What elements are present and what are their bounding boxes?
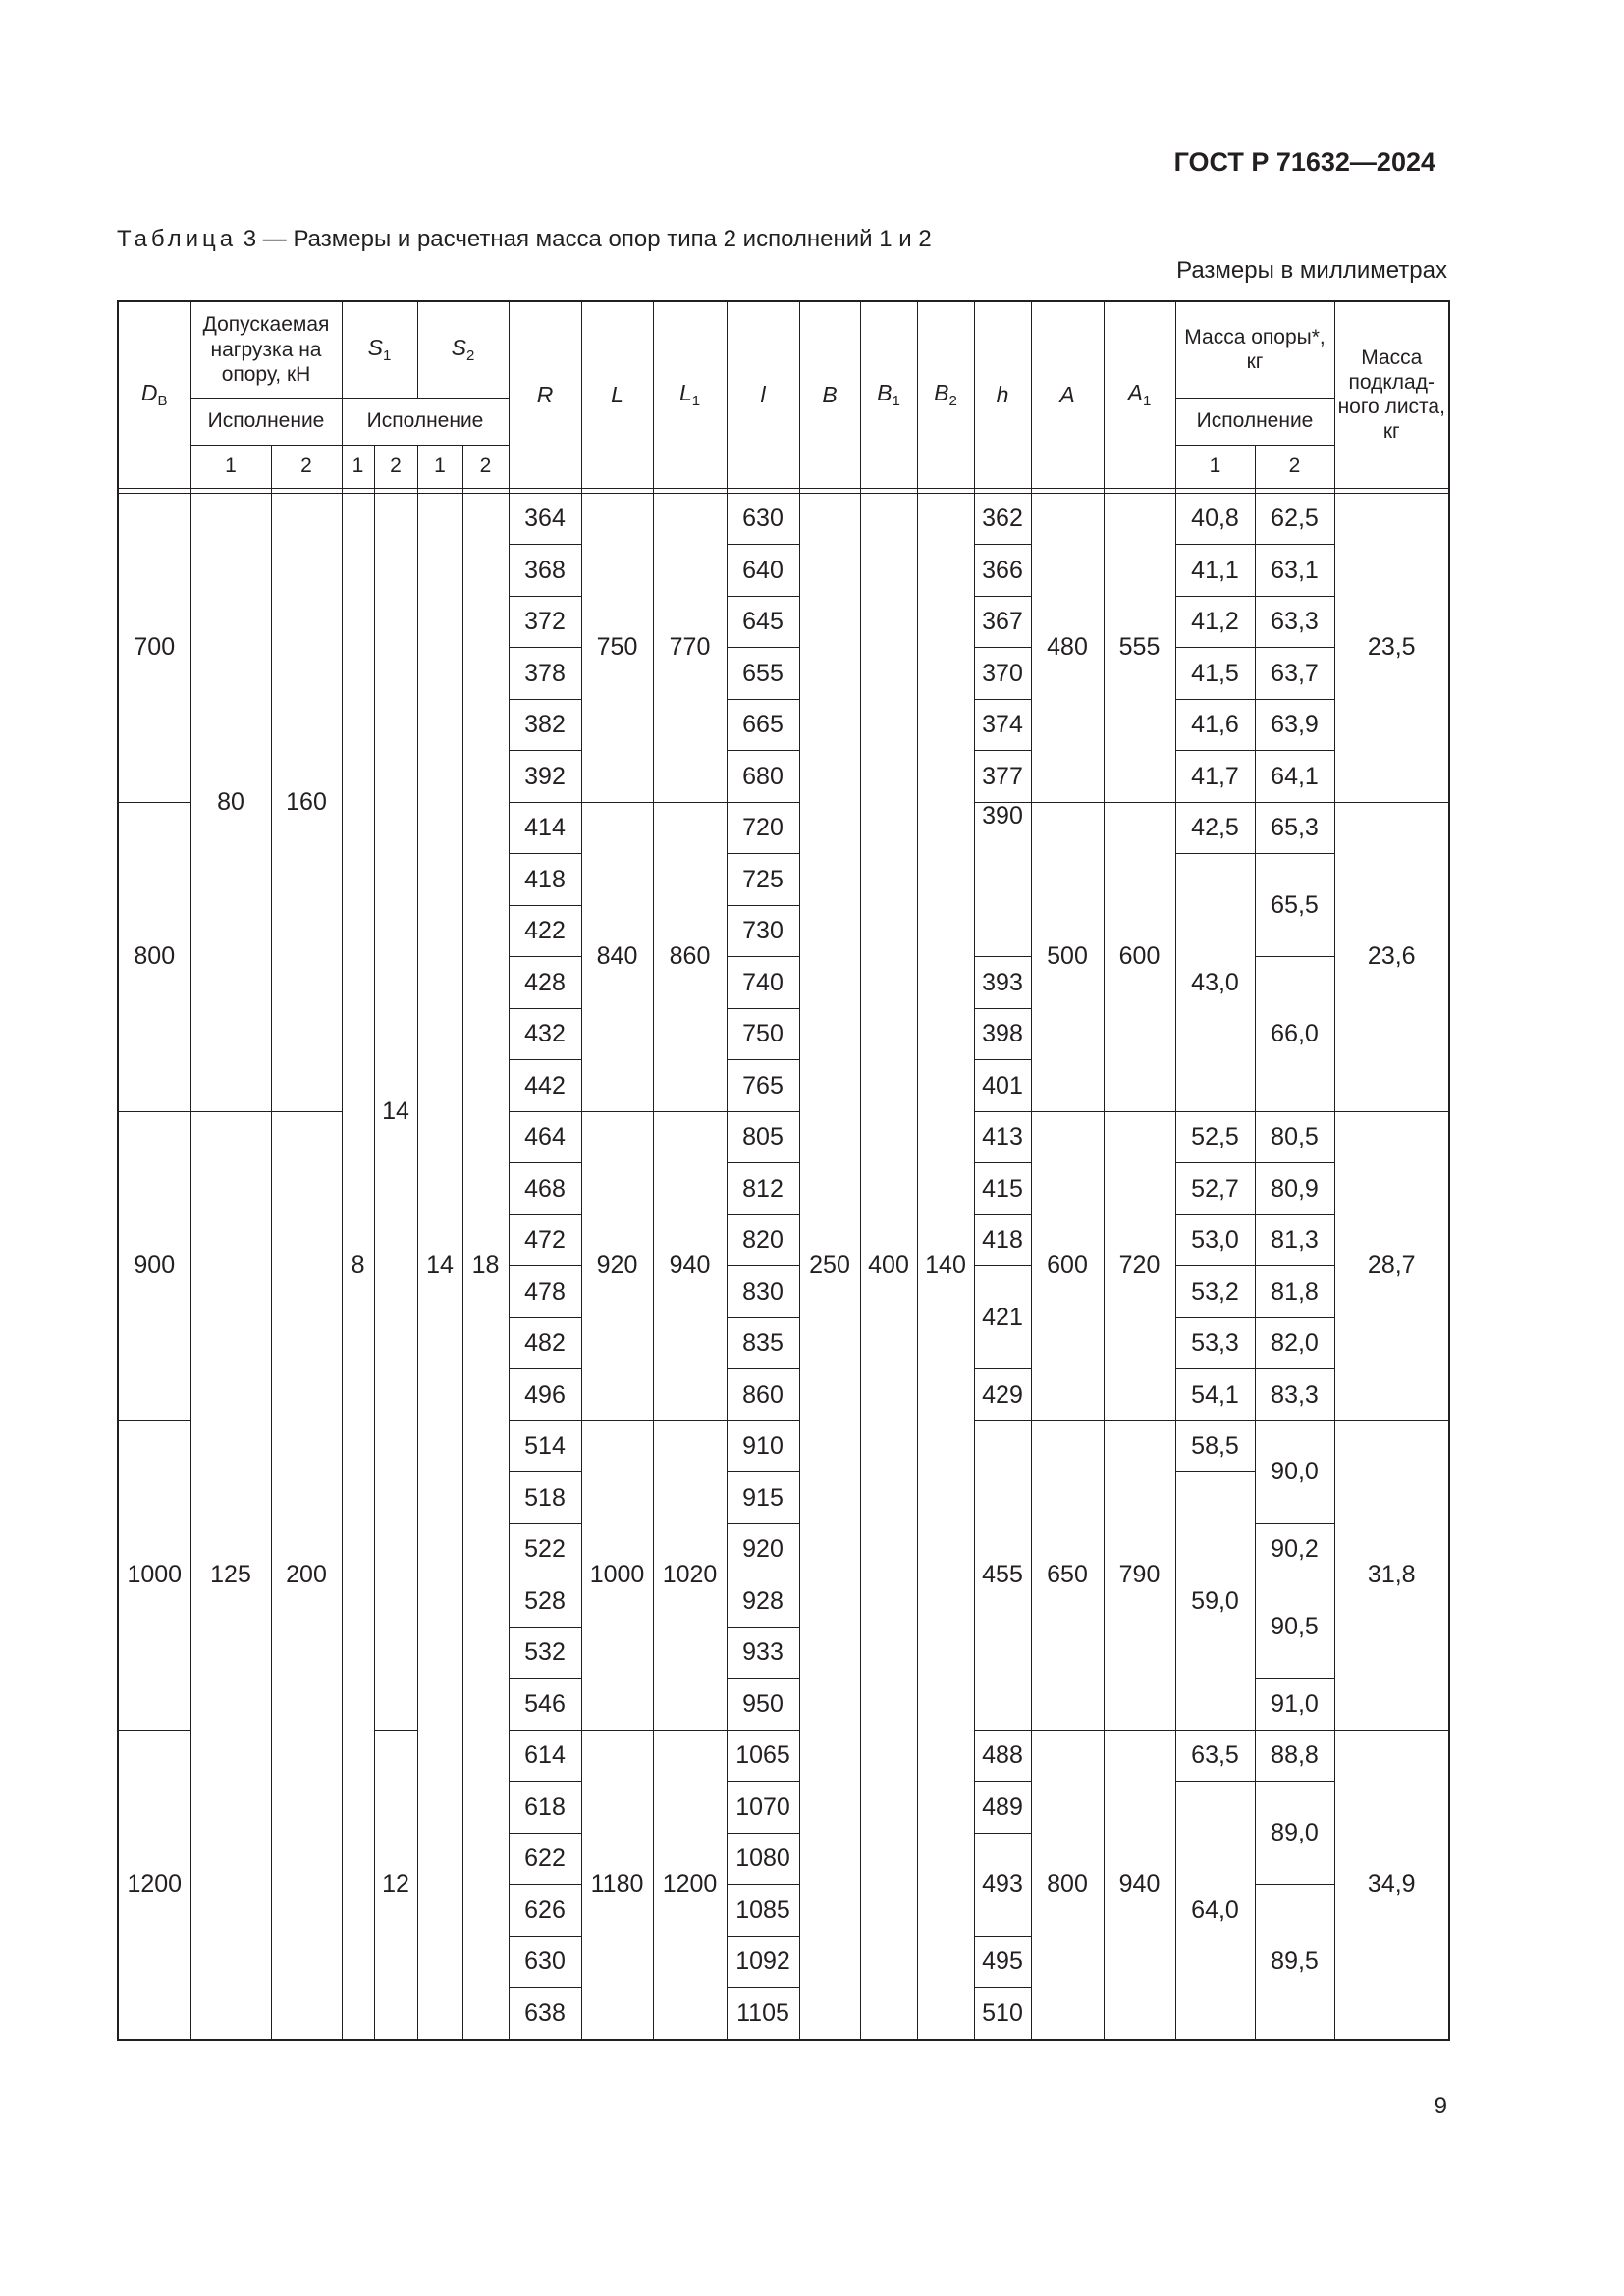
l-small-cell: 655 — [727, 648, 799, 700]
header-exec-1: 1 — [342, 445, 374, 488]
l-small-cell: 725 — [727, 854, 799, 906]
mass-2-cell: 63,3 — [1255, 596, 1334, 648]
r-cell: 422 — [509, 905, 581, 957]
l1-cell: 860 — [653, 802, 727, 1111]
h-cell: 374 — [974, 699, 1031, 751]
r-cell: 364 — [509, 493, 581, 545]
header-h: h — [974, 301, 1031, 488]
r-cell: 368 — [509, 545, 581, 597]
h-cell: 510 — [974, 1988, 1031, 2040]
a-cell: 600 — [1031, 1111, 1104, 1420]
mass-2-cell: 90,5 — [1255, 1575, 1334, 1679]
h-cell: 421 — [974, 1266, 1031, 1369]
l-big-cell: 840 — [581, 802, 653, 1111]
r-cell: 618 — [509, 1782, 581, 1834]
r-cell: 532 — [509, 1627, 581, 1679]
header-execution: Исполнение — [342, 398, 509, 445]
l-small-cell: 1080 — [727, 1833, 799, 1885]
a-cell: 480 — [1031, 493, 1104, 802]
header-exec-2: 2 — [271, 445, 342, 488]
b1-cell: 400 — [860, 493, 917, 2040]
mass-2-cell: 66,0 — [1255, 957, 1334, 1112]
mass-1-cell: 40,8 — [1175, 493, 1255, 545]
r-cell: 428 — [509, 957, 581, 1009]
table-caption-text: 3 — Размеры и расчетная масса опор типа 2 исполнений 1 и 2 — [243, 226, 932, 252]
h-cell: 489 — [974, 1782, 1031, 1834]
l-small-cell: 720 — [727, 802, 799, 854]
l-big-cell: 920 — [581, 1111, 653, 1420]
mass-1-cell: 41,6 — [1175, 699, 1255, 751]
l-small-cell: 765 — [727, 1060, 799, 1112]
l-big-cell: 1000 — [581, 1420, 653, 1730]
mass-2-cell: 89,5 — [1255, 1885, 1334, 2040]
header-execution: Исполнение — [1175, 398, 1334, 445]
header-mass-plate: Масса подклад-ного листа, кг — [1334, 301, 1449, 488]
l-small-cell: 915 — [727, 1472, 799, 1524]
plate-mass-cell: 23,5 — [1334, 493, 1449, 802]
l-small-cell: 812 — [727, 1163, 799, 1215]
b-cell: 250 — [799, 493, 860, 2040]
plate-mass-cell: 31,8 — [1334, 1420, 1449, 1730]
load-1-cell: 125 — [190, 1111, 271, 2040]
mass-1-cell: 58,5 — [1175, 1420, 1255, 1472]
h-cell: 493 — [974, 1833, 1031, 1936]
mass-2-cell: 63,7 — [1255, 648, 1334, 700]
r-cell: 638 — [509, 1988, 581, 2040]
r-cell: 482 — [509, 1317, 581, 1369]
b2-cell: 140 — [917, 493, 974, 2040]
h-cell: 390 — [974, 854, 1031, 957]
h-cell: 362 — [974, 493, 1031, 545]
mass-2-cell: 81,3 — [1255, 1214, 1334, 1266]
header-db: $D_В$ — [118, 301, 190, 488]
load-2-cell: 160 — [271, 493, 342, 1111]
h-cell: 366 — [974, 545, 1031, 597]
r-cell: 414 — [509, 802, 581, 854]
h-cell: 398 — [974, 1008, 1031, 1060]
plate-mass-cell: 23,6 — [1334, 802, 1449, 1111]
l1-cell: 1200 — [653, 1730, 727, 2040]
l-small-cell: 920 — [727, 1523, 799, 1575]
a-cell: 500 — [1031, 802, 1104, 1111]
r-cell: 496 — [509, 1369, 581, 1421]
load-2-cell: 200 — [271, 1111, 342, 2040]
header-load: Допускаемая нагрузка на опору, кН — [190, 301, 342, 398]
mass-2-cell: 83,3 — [1255, 1369, 1334, 1421]
r-cell: 630 — [509, 1936, 581, 1988]
mass-1-cell: 64,0 — [1175, 1782, 1255, 2040]
mass-2-cell: 90,0 — [1255, 1420, 1334, 1523]
header-exec-1: 1 — [1175, 445, 1255, 488]
units-note: Размеры в миллиметрах — [1176, 257, 1447, 284]
mass-1-cell: 52,5 — [1175, 1111, 1255, 1163]
a1-cell: 940 — [1104, 1730, 1175, 2040]
r-cell: 478 — [509, 1266, 581, 1318]
header-s2: $S_2$ — [417, 301, 509, 398]
header-b2: $B_2$ — [917, 301, 974, 488]
r-cell: 528 — [509, 1575, 581, 1628]
h-cell: 401 — [974, 1060, 1031, 1112]
db-cell: 900 — [118, 1111, 190, 1420]
h-cell: 429 — [974, 1369, 1031, 1421]
h-cell: 418 — [974, 1214, 1031, 1266]
l-small-cell: 830 — [727, 1266, 799, 1318]
mass-1-cell: 41,5 — [1175, 648, 1255, 700]
s2-1-cell: 14 — [417, 493, 462, 2040]
header-l-big: L — [581, 301, 653, 488]
s2-2-cell: 18 — [462, 493, 509, 2040]
header-exec-2: 2 — [1255, 445, 1334, 488]
l-small-cell: 860 — [727, 1369, 799, 1421]
header-b: B — [799, 301, 860, 488]
h-cell: 367 — [974, 596, 1031, 648]
header-a1: $A_1$ — [1104, 301, 1175, 488]
header-exec-1: 1 — [417, 445, 462, 488]
r-cell: 514 — [509, 1420, 581, 1472]
r-cell: 626 — [509, 1885, 581, 1937]
mass-2-cell: 90,2 — [1255, 1523, 1334, 1575]
r-cell: 472 — [509, 1214, 581, 1266]
l-small-cell: 730 — [727, 905, 799, 957]
document-code: ГОСТ Р 71632—2024 — [1173, 147, 1435, 177]
l-small-cell: 1065 — [727, 1730, 799, 1782]
r-cell: 522 — [509, 1523, 581, 1575]
plate-mass-cell: 34,9 — [1334, 1730, 1449, 2040]
header-exec-1: 1 — [190, 445, 271, 488]
a1-cell: 790 — [1104, 1420, 1175, 1730]
l-big-cell: 1180 — [581, 1730, 653, 2040]
mass-2-cell: 91,0 — [1255, 1679, 1334, 1731]
r-cell: 392 — [509, 751, 581, 803]
header-mass-support: Масса опоры*, кг — [1175, 301, 1334, 398]
l-small-cell: 820 — [727, 1214, 799, 1266]
l-small-cell: 1105 — [727, 1988, 799, 2040]
mass-2-cell: 62,5 — [1255, 493, 1334, 545]
r-cell: 442 — [509, 1060, 581, 1112]
header-b1: $B_1$ — [860, 301, 917, 488]
l-small-cell: 805 — [727, 1111, 799, 1163]
plate-mass-cell: 28,7 — [1334, 1111, 1449, 1420]
r-cell: 468 — [509, 1163, 581, 1215]
mass-1-cell: 41,2 — [1175, 596, 1255, 648]
l1-cell: 1020 — [653, 1420, 727, 1730]
l-small-cell: 1092 — [727, 1936, 799, 1988]
table-caption — [117, 226, 932, 253]
mass-2-cell: 89,0 — [1255, 1782, 1334, 1885]
s1-2-cell: 14 — [374, 493, 417, 1730]
mass-2-cell: 88,8 — [1255, 1730, 1334, 1782]
mass-1-cell: 63,5 — [1175, 1730, 1255, 1782]
l-small-cell: 680 — [727, 751, 799, 803]
db-cell: 1000 — [118, 1420, 190, 1730]
l-small-cell: 630 — [727, 493, 799, 545]
l-small-cell: 665 — [727, 699, 799, 751]
l-small-cell: 933 — [727, 1627, 799, 1679]
page-number: 9 — [1434, 2093, 1447, 2119]
s1-1-cell: 8 — [342, 493, 374, 2040]
a-cell: 800 — [1031, 1730, 1104, 2040]
mass-2-cell: 64,1 — [1255, 751, 1334, 803]
mass-1-cell: 53,2 — [1175, 1266, 1255, 1318]
db-cell: 700 — [118, 493, 190, 802]
l-small-cell: 740 — [727, 957, 799, 1009]
mass-2-cell: 65,3 — [1255, 802, 1334, 854]
r-cell: 518 — [509, 1472, 581, 1524]
l-small-cell: 750 — [727, 1008, 799, 1060]
l-small-cell: 645 — [727, 596, 799, 648]
mass-1-cell: 54,1 — [1175, 1369, 1255, 1421]
r-cell: 464 — [509, 1111, 581, 1163]
header-s1: $S_1$ — [342, 301, 417, 398]
a-cell: 650 — [1031, 1420, 1104, 1730]
mass-2-cell: 81,8 — [1255, 1266, 1334, 1318]
header-exec-2: 2 — [374, 445, 417, 488]
l-small-cell: 910 — [727, 1420, 799, 1472]
l1-cell: 770 — [653, 493, 727, 802]
h-cell: 393 — [974, 957, 1031, 1009]
mass-2-cell: 80,9 — [1255, 1163, 1334, 1215]
mass-1-cell: 53,3 — [1175, 1317, 1255, 1369]
a1-cell: 720 — [1104, 1111, 1175, 1420]
r-cell: 546 — [509, 1679, 581, 1731]
header-execution: Исполнение — [190, 398, 342, 445]
a1-cell: 600 — [1104, 802, 1175, 1111]
table-caption-label: Таблица — [117, 226, 238, 252]
h-cell: 413 — [974, 1111, 1031, 1163]
mass-2-cell: 80,5 — [1255, 1111, 1334, 1163]
h-cell: 455 — [974, 1420, 1031, 1730]
mass-2-cell: 65,5 — [1255, 854, 1334, 957]
r-cell: 382 — [509, 699, 581, 751]
l-small-cell: 835 — [727, 1317, 799, 1369]
h-cell: 488 — [974, 1730, 1031, 1782]
header-l1: $L_1$ — [653, 301, 727, 488]
mass-1-cell: 41,1 — [1175, 545, 1255, 597]
s1-2-cell: 12 — [374, 1730, 417, 2040]
h-cell: 495 — [974, 1936, 1031, 1988]
dimensions-table — [117, 300, 1450, 2041]
mass-1-cell: 41,7 — [1175, 751, 1255, 803]
l-small-cell: 950 — [727, 1679, 799, 1731]
header-a: A — [1031, 301, 1104, 488]
header-exec-2: 2 — [462, 445, 509, 488]
l-big-cell: 750 — [581, 493, 653, 802]
load-1-cell: 80 — [190, 493, 271, 1111]
h-cell: 377 — [974, 751, 1031, 803]
l-small-cell: 1070 — [727, 1782, 799, 1834]
h-cell: 370 — [974, 648, 1031, 700]
r-cell: 622 — [509, 1833, 581, 1885]
l-small-cell: 928 — [727, 1575, 799, 1628]
l1-cell: 940 — [653, 1111, 727, 1420]
mass-2-cell: 63,1 — [1255, 545, 1334, 597]
h-cell: 415 — [974, 1163, 1031, 1215]
db-cell: 1200 — [118, 1730, 190, 2040]
header-l-small: l — [727, 301, 799, 488]
header-r: R — [509, 301, 581, 488]
r-cell: 432 — [509, 1008, 581, 1060]
r-cell: 614 — [509, 1730, 581, 1782]
mass-1-cell: 53,0 — [1175, 1214, 1255, 1266]
a1-cell: 555 — [1104, 493, 1175, 802]
mass-1-cell: 43,0 — [1175, 854, 1255, 1112]
mass-1-cell: 59,0 — [1175, 1472, 1255, 1731]
l-small-cell: 1085 — [727, 1885, 799, 1937]
db-cell: 800 — [118, 802, 190, 1111]
mass-1-cell: 52,7 — [1175, 1163, 1255, 1215]
r-cell: 378 — [509, 648, 581, 700]
l-small-cell: 640 — [727, 545, 799, 597]
r-cell: 418 — [509, 854, 581, 906]
r-cell: 372 — [509, 596, 581, 648]
mass-2-cell: 63,9 — [1255, 699, 1334, 751]
mass-1-cell: 42,5 — [1175, 802, 1255, 854]
mass-2-cell: 82,0 — [1255, 1317, 1334, 1369]
